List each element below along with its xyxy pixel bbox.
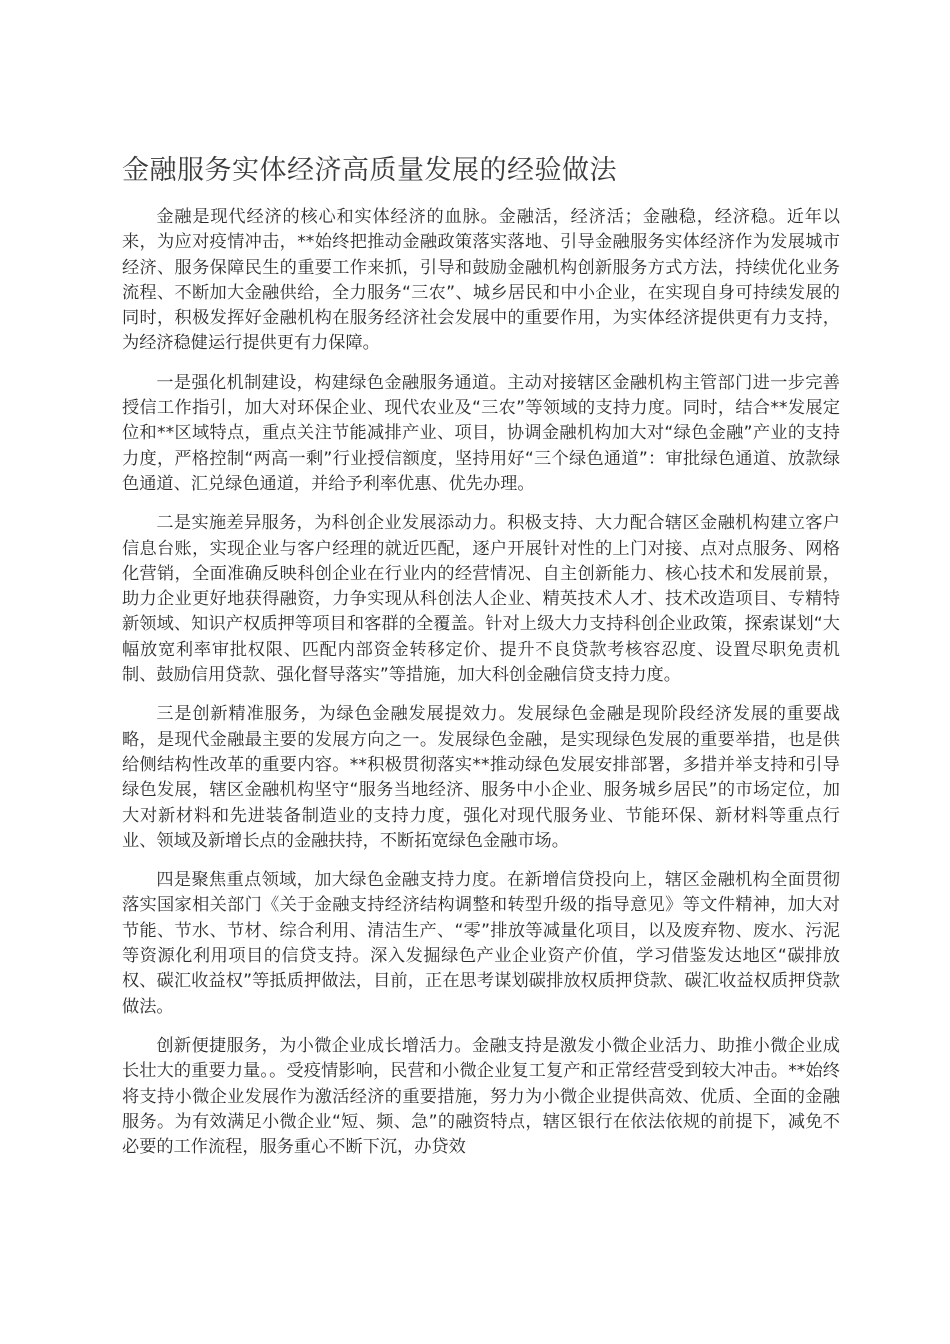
document-title: 金融服务实体经济高质量发展的经验做法 [122, 155, 617, 186]
paragraph-key-areas: 四是聚焦重点领域，加大绿色金融支持力度。在新增信贷投向上，辖区金融机构全面贯彻落实国家相关部门《关于金融支持经济结构调整和转型升级的指导意见》等文件精神，加大对节能、节水、节材、综合利用、清洁生产、“零”排放等减量化项目，以及废弃物、废水、污泥等资源化利用项目的信贷支持。深入发掘绿色产业企业资产价值，学习借鉴发达地区“碳排放权、碳汇收益权”等抵质押做法，目前，正在思考谋划碳排放权质押贷款、碳汇收益权质押贷款做法。 [122, 870, 840, 1017]
document-body [122, 205, 840, 1174]
paragraph-precise-service: 三是创新精准服务，为绿色金融发展提效力。发展绿色金融是现阶段经济发展的重要战略，是现代金融最主要的发展方向之一。发展绿色金融，是实现绿色发展的重要举措，也是供给侧结构性改革的重要内容。**积极贯彻落实**推动绿色发展安排部署，多措并举支持和引导绿色发展，辖区金融机构坚守“服务当地经济、服务中小企业、服务城乡居民”的市场定位，加大对新材料和先进装备制造业的支持力度，强化对现代服务业、节能环保、新材料等重点行业、领域及新增长点的金融扶持，不断拓宽绿色金融市场。 [122, 704, 840, 851]
paragraph-differentiated-service: 二是实施差异服务，为科创企业发展添动力。积极支持、大力配合辖区金融机构建立客户信息台账，实现企业与客户经理的就近匹配，逐户开展针对性的上门对接、点对点服务、网格化营销，全面准确反映科创企业在行业内的经营情况、自主创新能力、核心技术和发展前景，助力企业更好地获得融资，力争实现从科创法人企业、精英技术人才、技术改造项目、专精特新领域、知识产权质押等项目和客群的全覆盖。针对上级大力支持科创企业政策，探索谋划“大幅放宽利率审批权限、匹配内部资金转移定价、提升不良贷款考核容忍度、设置尽职免责机制、鼓励信用贷款、强化督导落实”等措施，加大科创金融信贷支持力度。 [122, 513, 840, 686]
paragraph-intro: 金融是现代经济的核心和实体经济的血脉。金融活，经济活；金融稳，经济稳。近年以来，为应对疫情冲击，**始终把推动金融政策落实落地、引导金融服务实体经济作为发展城市经济、服务保障民生的重要工作来抓，引导和鼓励金融机构创新服务方式方法，持续优化业务流程、不断加大金融供给，全力服务“三农”、城乡居民和中小企业，在实现自身可持续发展的同时，积极发挥好金融机构在服务经济社会发展中的重要作用，为实体经济提供更有力支持，为经济稳健运行提供更有力保障。 [122, 207, 840, 354]
paragraph-mechanism: 一是强化机制建设，构建绿色金融服务通道。主动对接辖区金融机构主管部门进一步完善授信工作指引，加大对环保企业、现代农业及“三农”等领域的支持力度。同时，结合**发展定位和**区域特点，重点关注节能减排产业、项目，协调金融机构加大对“绿色金融”产业的支持力度，严格控制“两高一剩”行业授信额度，坚持用好“三个绿色通道”：审批绿色通道、放款绿色通道、汇兑绿色通道，并给予利率优惠、优先办理。 [122, 372, 840, 494]
paragraph-small-business: 创新便捷服务，为小微企业成长增活力。金融支持是激发小微企业活力、助推小微企业成长壮大的重要力量。。受疫情影响，民营和小微企业复工复产和正常经营受到较大冲击。**始终将支持小微企业发展作为激活经济的重要措施，努力为小微企业提供高效、优质、全面的金融服务。为有效满足小微企业“短、频、急”的融资特点，辖区银行在依法依规的前提下，减免不必要的工作流程，服务重心不断下沉，办贷效 [122, 1035, 840, 1158]
